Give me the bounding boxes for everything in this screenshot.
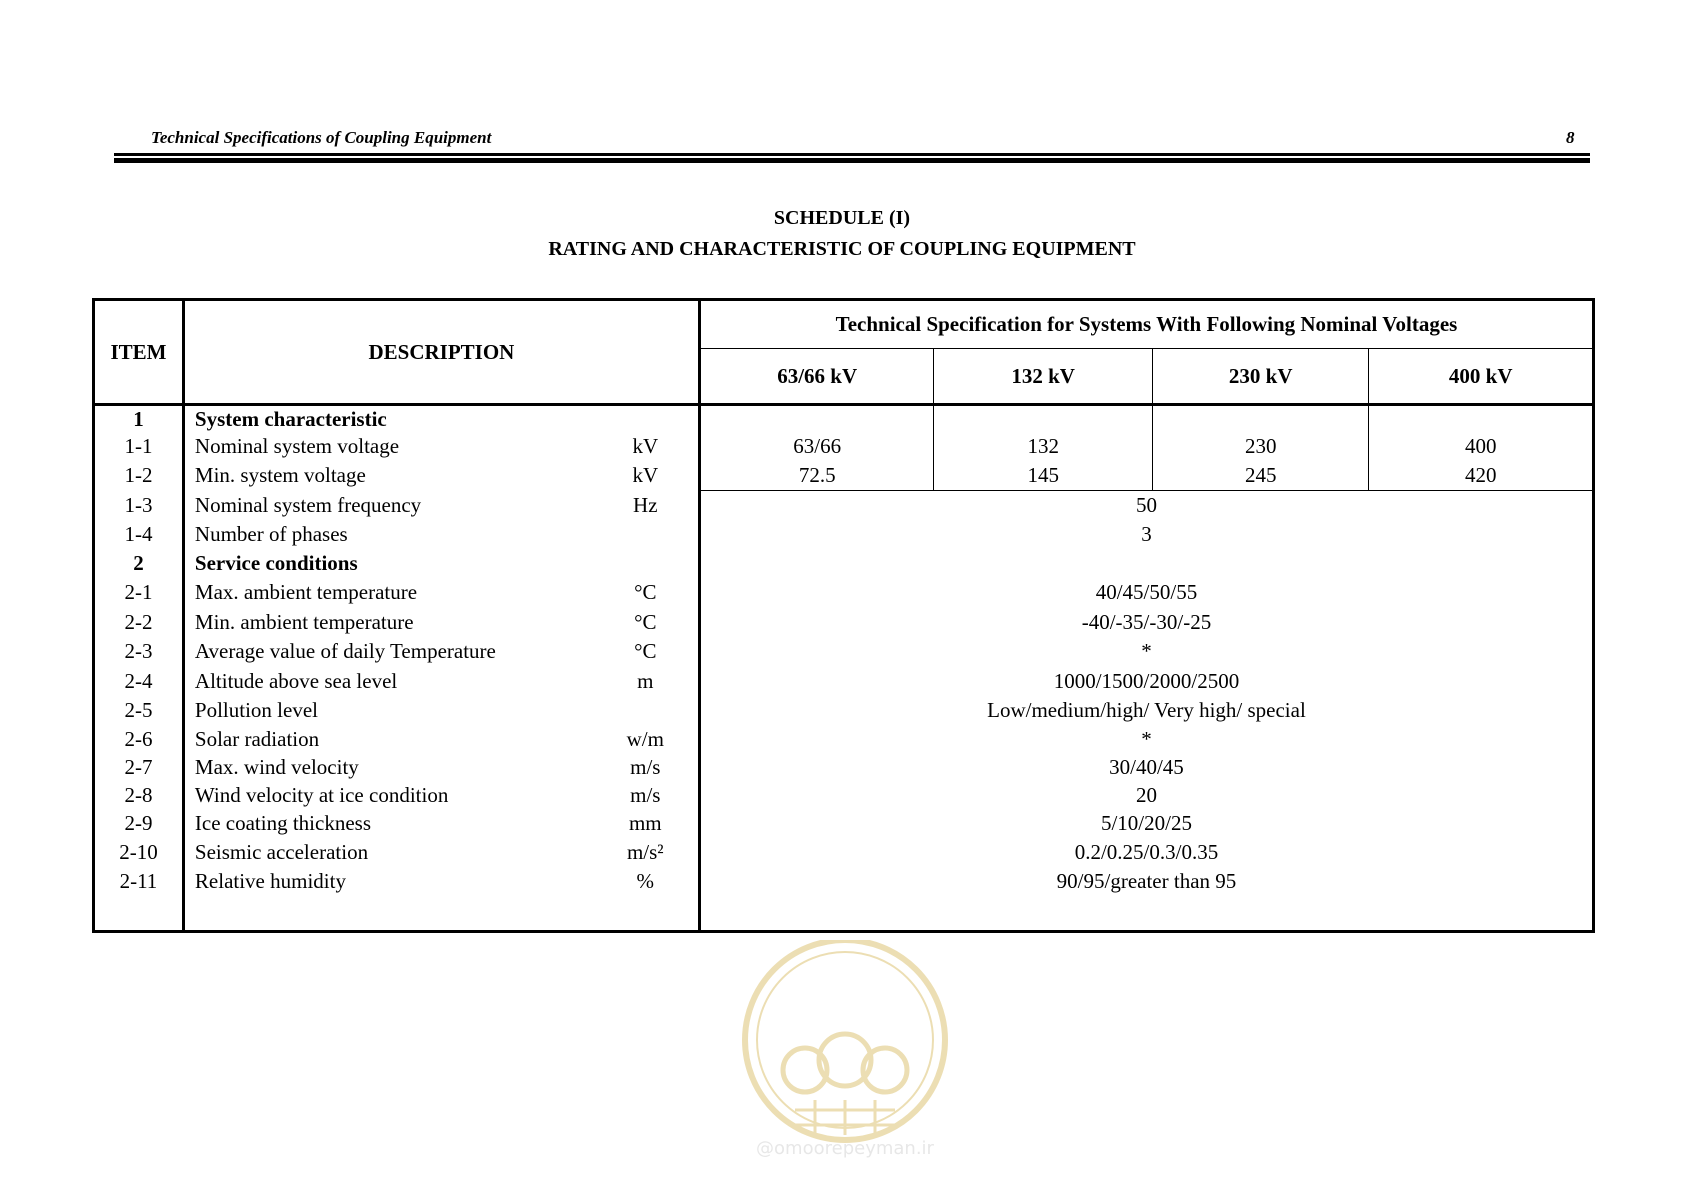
item-number: 1-2 <box>94 461 184 491</box>
unit-cell: °C <box>593 637 700 667</box>
value-cell: 90/95/greater than 95 <box>699 867 1593 896</box>
table-row <box>94 667 1594 696</box>
watermark-logo <box>735 940 955 1160</box>
value-cell: 20 <box>699 782 1593 810</box>
table-row <box>94 608 1594 637</box>
unit-cell: °C <box>593 578 700 608</box>
value-cell: 40/45/50/55 <box>699 578 1593 608</box>
table-footer-row <box>94 896 1594 932</box>
table-row <box>94 838 1594 867</box>
description-cell: Wind velocity at ice condition <box>194 783 449 807</box>
watermark-text: @omoorepeyman.ir <box>756 1138 934 1159</box>
description-cell: Average value of daily Temperature <box>194 639 496 663</box>
header-title: Technical Specifications of Coupling Equipment <box>151 128 492 147</box>
col-header-voltage: 400 kV <box>1369 349 1594 405</box>
unit-cell: m/s² <box>593 838 700 867</box>
unit-cell: kV <box>593 461 700 491</box>
table-row <box>94 725 1594 754</box>
description-cell: Relative humidity <box>194 868 346 893</box>
table-row <box>94 578 1594 608</box>
value-cell: 132 <box>934 433 1153 461</box>
value-cell <box>934 405 1153 433</box>
col-header-voltage: 132 kV <box>934 349 1153 405</box>
table-row <box>94 782 1594 810</box>
value-cell <box>1369 405 1594 433</box>
description-cell: Min. ambient temperature <box>194 609 414 634</box>
value-cell: 0.2/0.25/0.3/0.35 <box>699 838 1593 867</box>
item-number: 1 <box>94 405 184 433</box>
item-number: 2-1 <box>94 578 184 608</box>
description-cell: Max. ambient temperature <box>194 580 418 604</box>
schedule-subtitle: RATING AND CHARACTERISTIC OF COUPLING EQUIPMENT <box>548 238 1136 260</box>
unit-cell: m/s <box>593 754 700 782</box>
col-header-voltage: 230 kV <box>1152 349 1369 405</box>
value-cell: 63/66 <box>699 433 934 461</box>
description-cell: Max. wind velocity <box>194 755 359 779</box>
item-number: 2-3 <box>94 637 184 667</box>
value-cell: 1000/1500/2000/2500 <box>699 667 1593 696</box>
unit-cell: kV <box>593 433 700 461</box>
value-cell: -40/-35/-30/-25 <box>699 608 1593 637</box>
description-cell: Solar radiation <box>194 726 320 751</box>
col-header-spec: Technical Specification for Systems With Following Nominal Voltages <box>699 300 1593 349</box>
table-row <box>94 867 1594 896</box>
unit-cell: mm <box>593 810 700 838</box>
unit-cell: °C <box>593 608 700 637</box>
item-number: 2-6 <box>94 725 184 754</box>
unit-cell <box>593 520 700 549</box>
page-number: 8 <box>1566 128 1575 147</box>
value-cell: 400 <box>1369 433 1594 461</box>
table-row <box>94 520 1594 549</box>
value-cell <box>1152 405 1369 433</box>
table-row <box>94 754 1594 782</box>
value-cell <box>1369 549 1594 578</box>
value-cell: 245 <box>1152 461 1369 491</box>
col-header-voltage: 63/66 kV <box>699 349 934 405</box>
description-cell: Ice coating thickness <box>194 811 372 835</box>
item-number: 2 <box>94 549 184 578</box>
value-cell: 3 <box>699 520 1593 549</box>
unit-cell: m <box>593 667 700 696</box>
value-cell: Low/medium/high/ Very high/ special <box>699 696 1593 725</box>
value-cell: * <box>699 637 1593 667</box>
description-cell: Nominal system frequency <box>194 492 422 517</box>
table-row <box>94 810 1594 838</box>
description-cell: Seismic acceleration <box>194 839 369 864</box>
description-cell: Pollution level <box>194 697 318 722</box>
header-rule-thin <box>114 153 1590 156</box>
item-number: 2-4 <box>94 667 184 696</box>
header-rule-thick <box>114 158 1590 163</box>
table-row <box>94 549 1594 578</box>
unit-cell: w/m <box>593 725 700 754</box>
unit-cell <box>593 405 700 433</box>
item-number: 2-10 <box>94 838 184 867</box>
unit-cell: m/s <box>593 782 700 810</box>
item-number: 2-5 <box>94 696 184 725</box>
value-cell <box>934 549 1153 578</box>
unit-cell <box>593 549 700 578</box>
description-cell: Altitude above sea level <box>194 668 398 693</box>
col-header-description: DESCRIPTION <box>183 300 699 405</box>
item-number: 1-1 <box>94 433 184 461</box>
table-row <box>94 696 1594 725</box>
table-row <box>94 461 1594 491</box>
value-cell <box>699 405 934 433</box>
item-number: 1-4 <box>94 520 184 549</box>
schedule-title: SCHEDULE (I) <box>773 207 911 229</box>
description-cell: Service conditions <box>194 550 358 575</box>
item-number: 2-8 <box>94 782 184 810</box>
value-cell: 50 <box>699 491 1593 520</box>
description-cell: Nominal system voltage <box>194 434 400 458</box>
value-cell: 72.5 <box>699 461 934 491</box>
value-cell <box>699 549 934 578</box>
item-number: 2-2 <box>94 608 184 637</box>
item-number: 1-3 <box>94 491 184 520</box>
value-cell: 30/40/45 <box>699 754 1593 782</box>
description-cell: Number of phases <box>194 521 348 546</box>
value-cell <box>1152 549 1369 578</box>
value-cell: 145 <box>934 461 1153 491</box>
table-row <box>94 637 1594 667</box>
unit-cell <box>593 696 700 725</box>
col-header-item: ITEM <box>94 300 184 405</box>
table-row <box>94 491 1594 520</box>
value-cell: 5/10/20/25 <box>699 810 1593 838</box>
description-cell: System characteristic <box>183 405 592 433</box>
item-number: 2-7 <box>94 754 184 782</box>
value-cell: 420 <box>1369 461 1594 491</box>
table-row <box>94 433 1594 461</box>
value-cell: 230 <box>1152 433 1369 461</box>
spec-table <box>92 298 1595 933</box>
item-number: 2-9 <box>94 810 184 838</box>
description-cell: Min. system voltage <box>194 463 366 487</box>
item-number: 2-11 <box>94 867 184 896</box>
unit-cell: % <box>593 867 700 896</box>
table-row <box>94 405 1594 433</box>
unit-cell: Hz <box>593 491 700 520</box>
value-cell: * <box>699 725 1593 754</box>
